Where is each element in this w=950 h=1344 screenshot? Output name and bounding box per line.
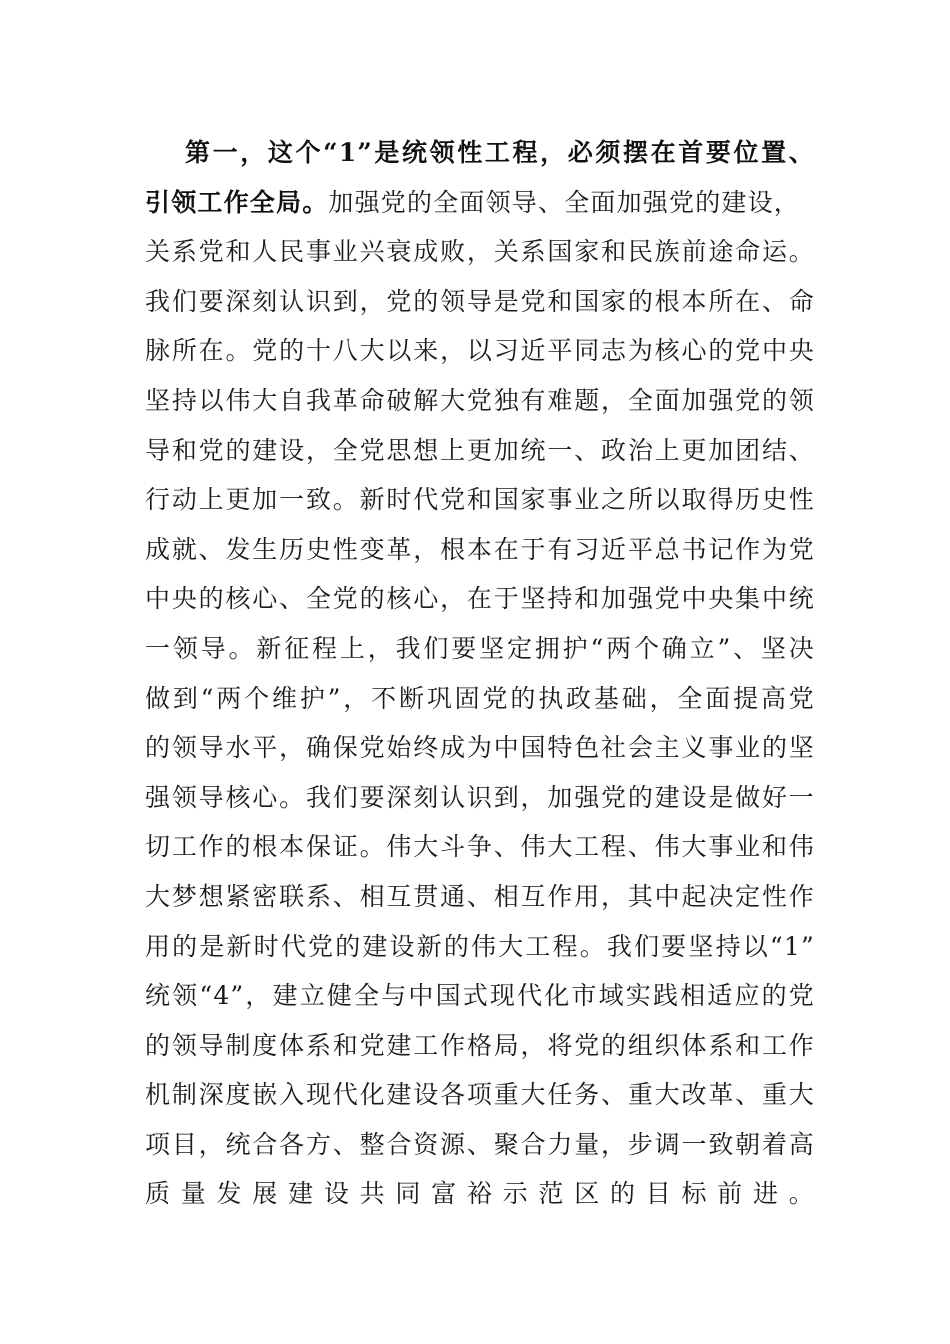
text-line: 导和党的建设，全党思想上更加统一、政治上更加团结、 (145, 435, 815, 465)
text-line: 的领导制度体系和党建工作格局，将党的组织体系和工作 (145, 1030, 815, 1060)
text-line: 用的是新时代党的建设新的伟大工程。我们要坚持以“1” (145, 931, 815, 961)
text-line: 切工作的根本保证。伟大斗争、伟大工程、伟大事业和伟 (145, 832, 815, 862)
text-line: 项目，统合各方、整合资源、聚合力量，步调一致朝着高 (145, 1129, 815, 1159)
text-line: 大梦想紧密联系、相互贯通、相互作用，其中起决定性作 (145, 881, 815, 911)
text-line: 做到“两个维护”，不断巩固党的执政基础，全面提高党 (145, 683, 815, 713)
text-line: 统领“4”，建立健全与中国式现代化市域实践相适应的党 (145, 981, 815, 1011)
paragraph (145, 128, 815, 1269)
text-line: 的领导水平，确保党始终成为中国特色社会主义事业的坚 (145, 733, 815, 763)
text-line: 行动上更加一致。新时代党和国家事业之所以取得历史性 (145, 485, 815, 515)
text-line: 中央的核心、全党的核心，在于坚持和加强党中央集中统 (145, 584, 815, 614)
text-line: 坚持以伟大自我革命破解大党独有难题，全面加强党的领 (145, 385, 815, 415)
text-line (145, 178, 815, 228)
text-line: 关系党和人民事业兴衰成败，关系国家和民族前途命运。 (145, 237, 815, 267)
text-line: 强领导核心。我们要深刻认识到，加强党的建设是做好一 (145, 782, 815, 812)
text-line: 脉所在。党的十八大以来，以习近平同志为核心的党中央 (145, 336, 815, 366)
text-span: 加强党的全面领导、全面加强党的建设， (328, 187, 801, 217)
text-line-heading: 第一，这个“1”是统领性工程，必须摆在首要位置、 (185, 138, 815, 167)
heading-continuation: 引领工作全局。 (145, 187, 329, 217)
text-line: 质量发展建设共同富裕示范区的目标前进。 (145, 1179, 815, 1209)
text-line: 一领导。新征程上，我们要坚定拥护“两个确立”、坚决 (145, 633, 815, 663)
text-line: 成就、发生历史性变革，根本在于有习近平总书记作为党 (145, 534, 815, 564)
text-line: 我们要深刻认识到，党的领导是党和国家的根本所在、命 (145, 286, 815, 316)
text-line-last (145, 1219, 815, 1269)
text-line: 机制深度嵌入现代化建设各项重大任务、重大改革、重大 (145, 1080, 815, 1110)
